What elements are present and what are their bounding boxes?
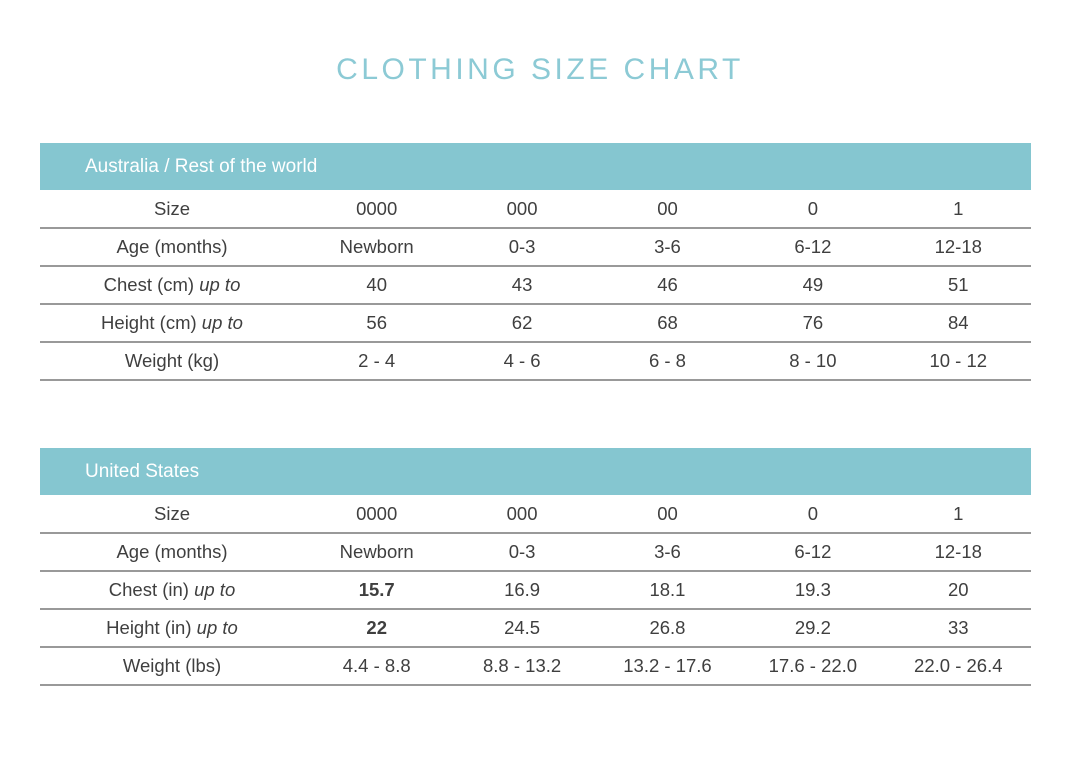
row-label-text: Size xyxy=(154,502,190,524)
row-label-text: Chest (cm) xyxy=(103,274,195,295)
table-cell: 76 xyxy=(740,304,885,342)
table-cell: 51 xyxy=(886,266,1031,304)
row-label xyxy=(40,609,304,647)
row-label-text: Size xyxy=(154,197,190,219)
table-cell: 1 xyxy=(886,495,1031,533)
table-cell: 12-18 xyxy=(886,533,1031,571)
row-label-text: Height (in) xyxy=(106,617,192,638)
table-cell: 13.2 - 17.6 xyxy=(595,647,740,685)
row-label xyxy=(40,342,304,380)
table-cell: 6-12 xyxy=(740,533,885,571)
table-cell: 0 xyxy=(740,495,885,533)
table-cell: 68 xyxy=(595,304,740,342)
table-row xyxy=(40,533,1031,571)
table-row xyxy=(40,571,1031,609)
row-label xyxy=(40,495,304,533)
row-label xyxy=(40,304,304,342)
table-cell: 49 xyxy=(740,266,885,304)
table-cell: 1 xyxy=(886,190,1031,228)
table-row xyxy=(40,342,1031,380)
table-cell: 12-18 xyxy=(886,228,1031,266)
table-cell: 00 xyxy=(595,495,740,533)
table-cell: 00 xyxy=(595,190,740,228)
row-label xyxy=(40,190,304,228)
table-cell: 62 xyxy=(449,304,594,342)
row-label-suffix: up to xyxy=(199,274,241,295)
table-cell: 15.7 xyxy=(304,571,449,609)
table-row xyxy=(40,304,1031,342)
table-cell: 6 - 8 xyxy=(595,342,740,380)
table-cell: 46 xyxy=(595,266,740,304)
row-label-text: Age (months) xyxy=(116,236,228,257)
row-label-text: Weight (kg) xyxy=(124,350,220,371)
row-label-text: Height (cm) xyxy=(101,312,197,333)
table-cell: 19.3 xyxy=(740,571,885,609)
table-cell: 0-3 xyxy=(449,533,594,571)
table-cell: 16.9 xyxy=(449,571,594,609)
table-cell: 2 - 4 xyxy=(304,342,449,380)
table-cell: 0-3 xyxy=(449,228,594,266)
table-row xyxy=(40,647,1031,685)
table-cell: 40 xyxy=(304,266,449,304)
table-cell: 17.6 - 22.0 xyxy=(740,647,885,685)
page-title: CLOTHING SIZE CHART xyxy=(336,53,744,86)
table-cell: 8 - 10 xyxy=(740,342,885,380)
table-cell: Newborn xyxy=(304,533,449,571)
row-label xyxy=(40,571,304,609)
table-cell: 000 xyxy=(449,495,594,533)
row-label-text: Age (months) xyxy=(116,541,228,562)
table-row xyxy=(40,266,1031,304)
table-cell: 26.8 xyxy=(595,609,740,647)
table-cell: 22.0 - 26.4 xyxy=(886,647,1031,685)
table-cell: 8.8 - 13.2 xyxy=(449,647,594,685)
table-cell: 56 xyxy=(304,304,449,342)
table-cell: 3-6 xyxy=(595,533,740,571)
size-table-australia xyxy=(40,143,1031,381)
table-cell: 33 xyxy=(886,609,1031,647)
row-label-text: Weight (lbs) xyxy=(122,655,222,676)
table-cell: 20 xyxy=(886,571,1031,609)
table-cell: Newborn xyxy=(304,228,449,266)
table-cell: 4.4 - 8.8 xyxy=(304,647,449,685)
table-row xyxy=(40,609,1031,647)
table-cell: 24.5 xyxy=(449,609,594,647)
table-cell: 0 xyxy=(740,190,885,228)
row-label xyxy=(40,533,304,571)
row-label-suffix: up to xyxy=(196,617,238,638)
row-label-text: Chest (in) xyxy=(108,579,189,600)
table-row xyxy=(40,495,1031,533)
table-cell: 4 - 6 xyxy=(449,342,594,380)
table-cell: 18.1 xyxy=(595,571,740,609)
table-row xyxy=(40,228,1031,266)
table-cell: 3-6 xyxy=(595,228,740,266)
table-cell: 43 xyxy=(449,266,594,304)
table-cell: 10 - 12 xyxy=(886,342,1031,380)
table-cell: 29.2 xyxy=(740,609,885,647)
row-label xyxy=(40,266,304,304)
size-table-united-states xyxy=(40,448,1031,686)
table-cell: 22 xyxy=(304,609,449,647)
table-united-states xyxy=(40,495,1031,686)
table-header-australia: Australia / Rest of the world xyxy=(40,143,1031,190)
table-australia xyxy=(40,190,1031,381)
row-label xyxy=(40,647,304,685)
row-label xyxy=(40,228,304,266)
table-header-united-states: United States xyxy=(40,448,1031,495)
table-cell: 000 xyxy=(449,190,594,228)
table-cell: 84 xyxy=(886,304,1031,342)
row-label-suffix: up to xyxy=(201,312,243,333)
table-cell: 6-12 xyxy=(740,228,885,266)
table-cell: 0000 xyxy=(304,495,449,533)
table-cell: 0000 xyxy=(304,190,449,228)
table-row xyxy=(40,190,1031,228)
row-label-suffix: up to xyxy=(194,579,236,600)
